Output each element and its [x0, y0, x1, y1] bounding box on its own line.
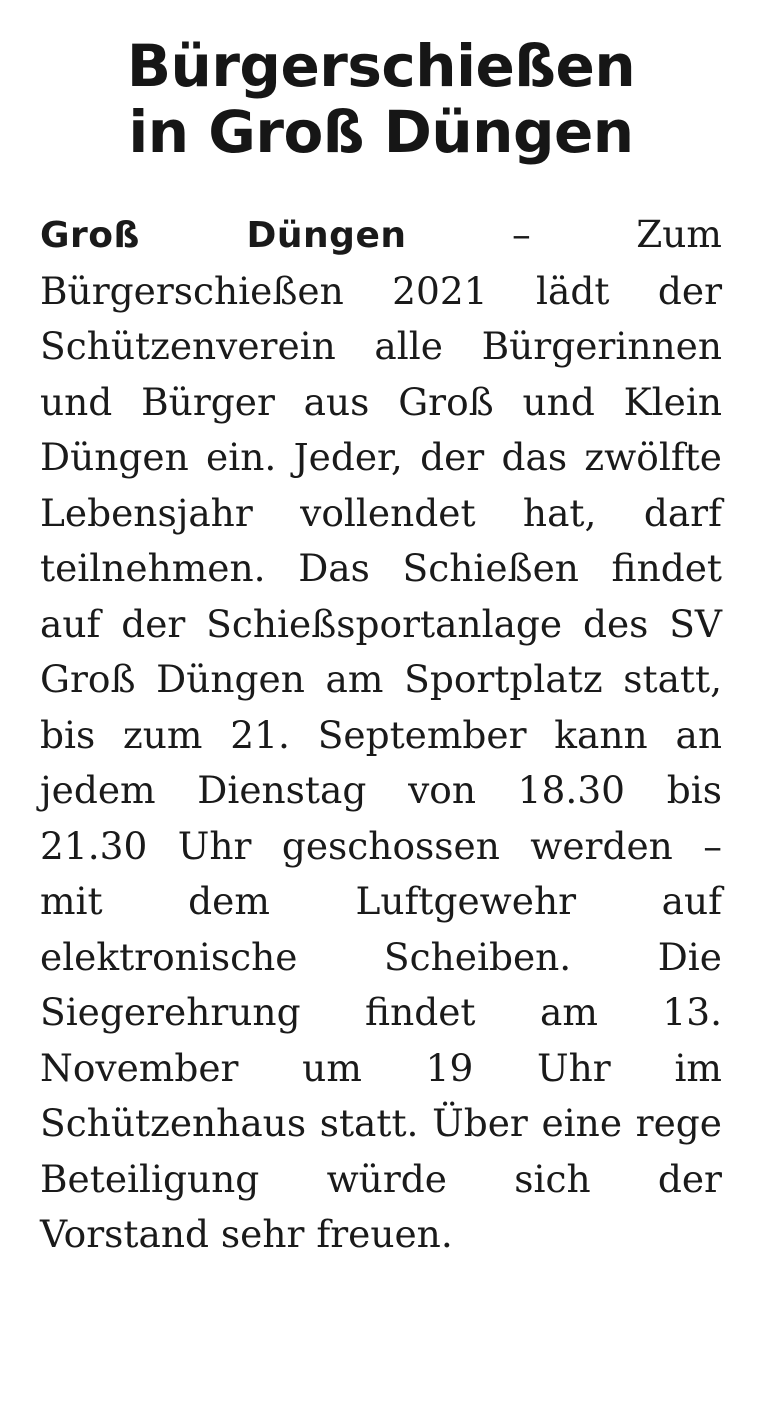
headline-line-1: Bürgerschießen [126, 32, 636, 100]
article-body [40, 207, 722, 1263]
article-dateline: Groß Düngen [40, 215, 407, 257]
headline-line-2: in Groß Düngen [128, 97, 634, 166]
dateline-separator: – [406, 212, 637, 257]
article-body-text: Zum Bürgerschießen 2021 lädt der Schützenverein alle Bürgerinnen und Bürger aus Groß und Klein Düngen ein. Jeder, der das zwölfte Lebensjahr vollendet hat, darf teilnehmen. Das Schießen findet auf der Schießsportanlage des SV Groß Düngen am Sportplatz statt, bis zum 21. September kann an jedem Dienstag von 18.30 bis 21.30 Uhr geschossen werden – mit dem Luftgewehr auf elektronische Scheiben. Die Siegerehrung findet am 13. November um 19 Uhr im Schützenhaus statt. Über eine rege Beteiligung würde sich der Vorstand sehr freuen. [40, 212, 722, 1257]
article-headline [40, 34, 722, 165]
